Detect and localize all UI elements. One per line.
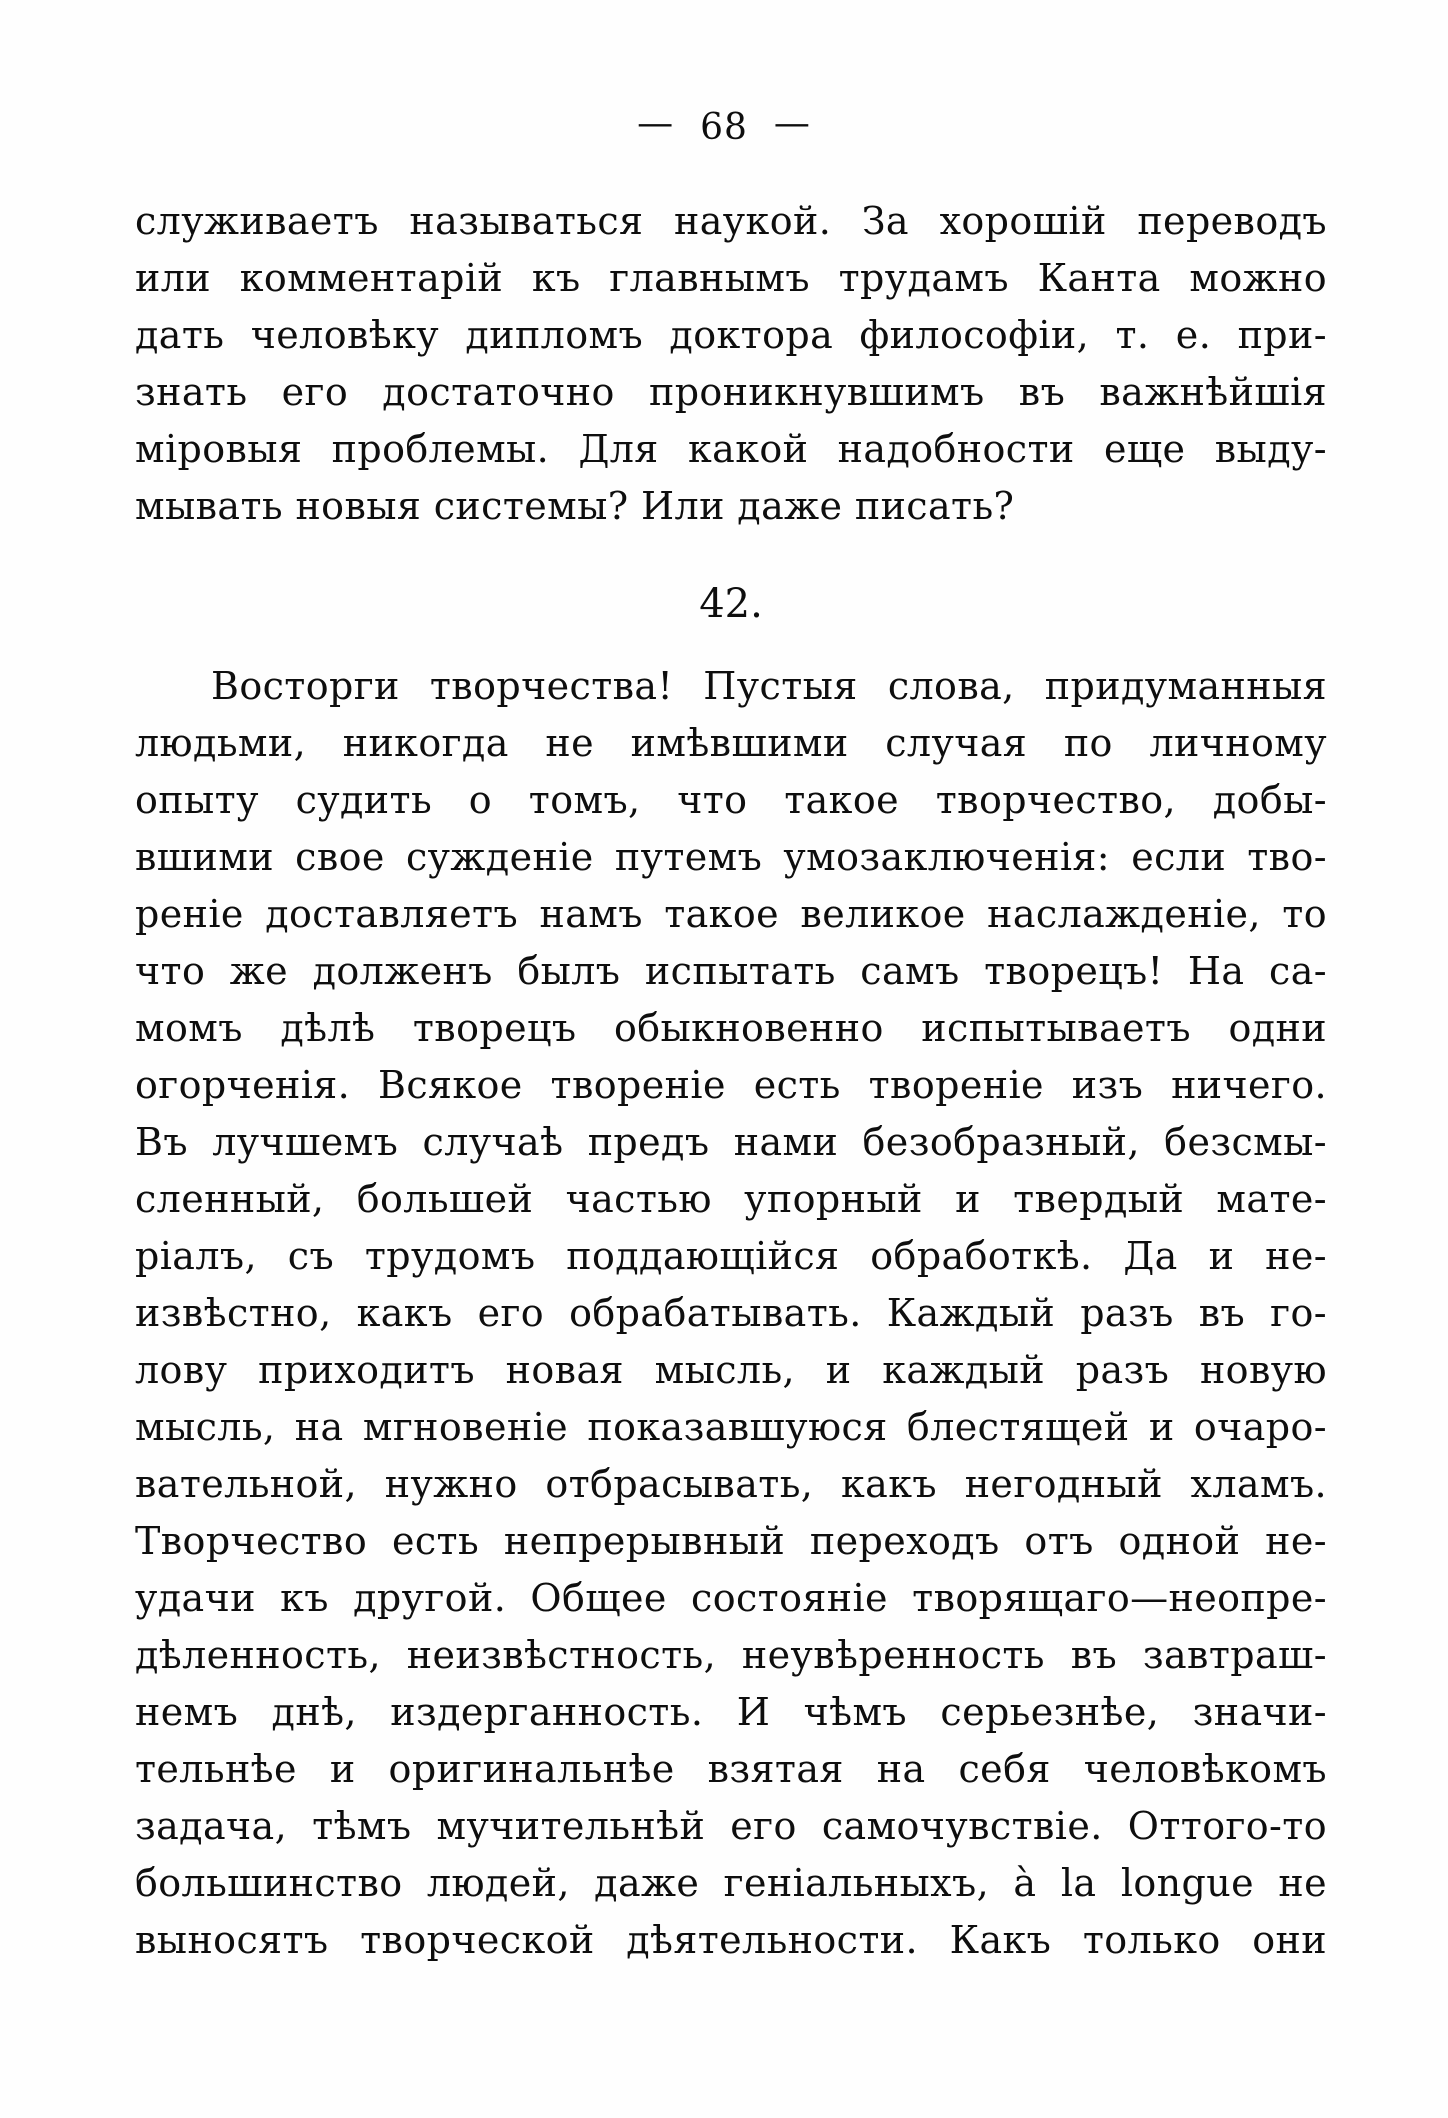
paragraph-continuation <box>135 193 1327 535</box>
section-number: 42. <box>699 581 763 627</box>
header-dash-right: — <box>773 103 811 144</box>
text-line: тельнѣе и оригинальнѣе взятая на себя человѣкомъ <box>135 1747 1327 1791</box>
text-line: что же долженъ былъ испытать самъ творецъ! На са- <box>135 949 1327 993</box>
text-line: большинство людей, даже геніальныхъ, à la longue не <box>135 1861 1327 1905</box>
text-line: служиваетъ называться наукой. За хорошій переводъ <box>135 199 1327 243</box>
text-line: вшими свое сужденіе путемъ умозаключенія: если тво- <box>135 835 1327 879</box>
text-line: задача, тѣмъ мучительнѣй его самочувствіе. Оттого-то <box>135 1804 1327 1848</box>
text-line: мысль, на мгновеніе показавшуюся блестящей и очаро- <box>135 1405 1327 1449</box>
text-line: міровыя проблемы. Для какой надобности еще выду- <box>135 427 1327 471</box>
text-line: мывать новыя системы? Или даже писать? <box>135 484 1015 528</box>
text-line: момъ дѣлѣ творецъ обыкновенно испытываетъ одни <box>135 1006 1327 1050</box>
text-line: опыту судить о томъ, что такое творчество, добы- <box>135 778 1327 822</box>
text-line: Восторги творчества! Пустыя слова, придуманныя <box>211 664 1327 708</box>
text-line: сленный, большей частью упорный и твердый мате- <box>135 1177 1327 1221</box>
text-line: Творчество есть непрерывный переходъ отъ одной не- <box>135 1519 1327 1563</box>
text-line: выносятъ творческой дѣятельности. Какъ только они <box>135 1918 1327 1962</box>
text-line: или комментарій къ главнымъ трудамъ Канта можно <box>135 256 1327 300</box>
text-line: удачи къ другой. Общее состояніе творящаго—неопре- <box>135 1576 1327 1620</box>
text-line: людьми, никогда не имѣвшими случая по личному <box>135 721 1327 765</box>
text-line: дать человѣку дипломъ доктора философіи, т. е. при- <box>135 313 1327 357</box>
paragraph-42 <box>135 658 1327 1969</box>
text-line: ріалъ, съ трудомъ поддающійся обработкѣ. Да и не- <box>135 1234 1327 1278</box>
page-number: 68 <box>700 107 748 148</box>
text-line: реніе доставляетъ намъ такое великое наслажденіе, то <box>135 892 1327 936</box>
text-line: огорченія. Всякое твореніе есть твореніе изъ ничего. <box>135 1063 1327 1107</box>
text-line: немъ днѣ, издерганность. И чѣмъ серьезнѣе, значи- <box>135 1690 1327 1734</box>
text-line: лову приходитъ новая мысль, и каждый разъ новую <box>135 1348 1327 1392</box>
page-header <box>0 103 1448 148</box>
text-line: дѣленность, неизвѣстность, неувѣренность въ завтраш- <box>135 1633 1327 1677</box>
text-line: извѣстно, какъ его обрабатывать. Каждый разъ въ го- <box>135 1291 1327 1335</box>
text-line: Въ лучшемъ случаѣ предъ нами безобразный, безсмы- <box>135 1120 1327 1164</box>
text-line: знать его достаточно проникнувшимъ въ важнѣйшія <box>135 370 1327 414</box>
header-dash-left: — <box>637 103 675 144</box>
text-line: вательной, нужно отбрасывать, какъ негодный хламъ. <box>135 1462 1327 1506</box>
